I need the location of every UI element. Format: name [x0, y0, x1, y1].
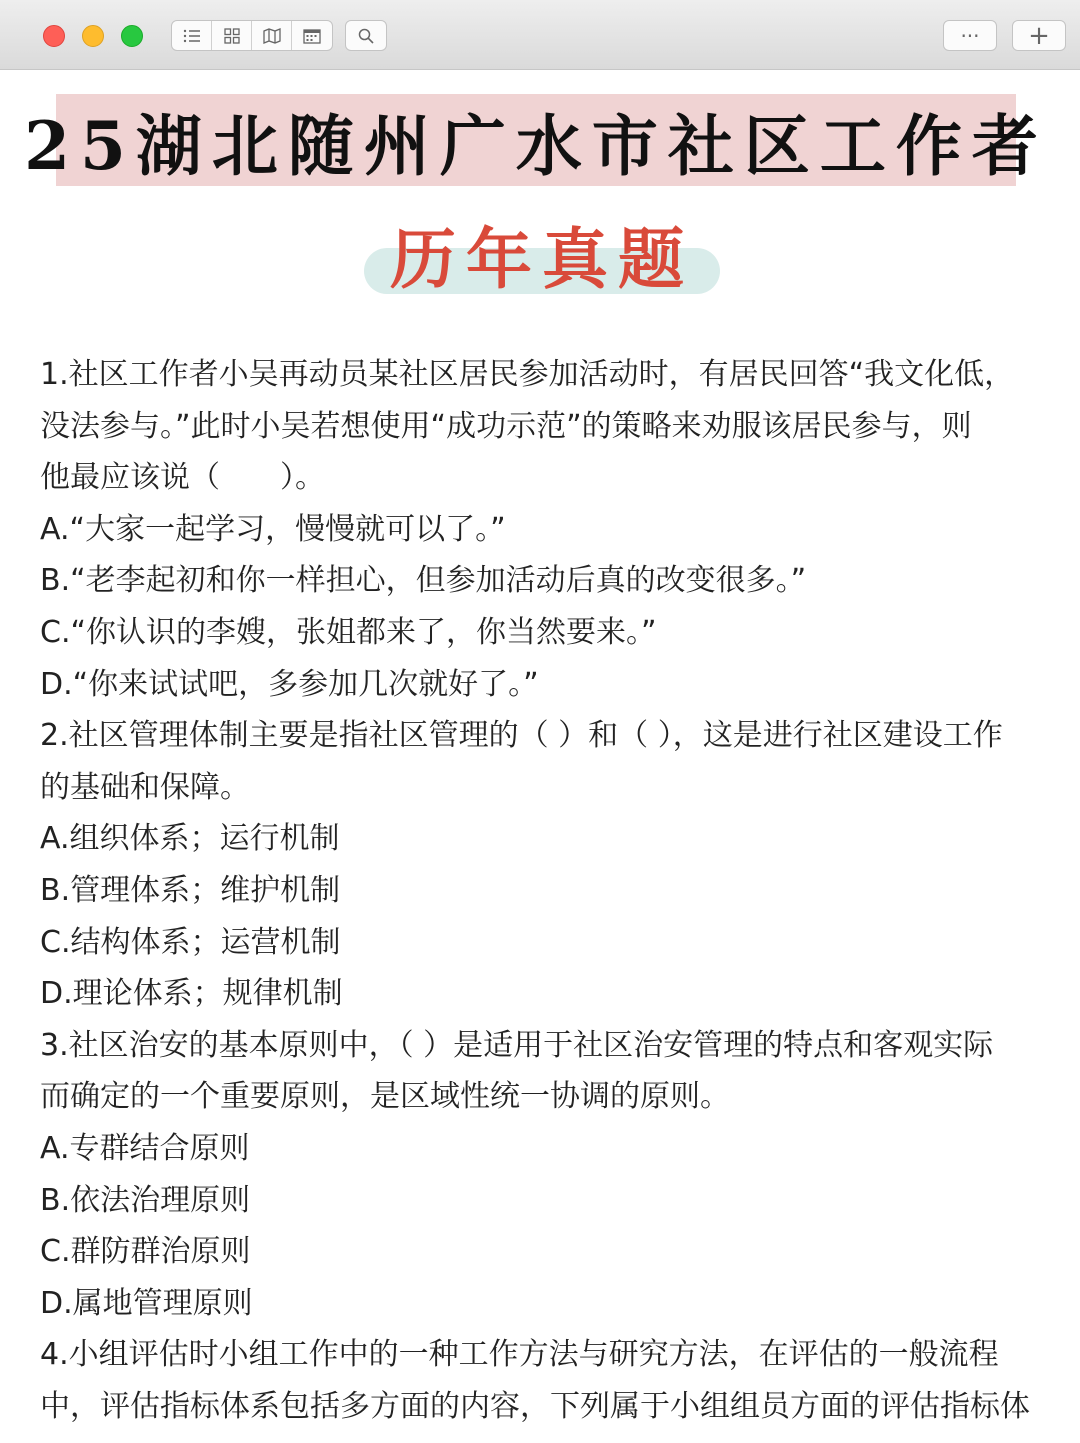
map-icon: [263, 28, 281, 44]
question-text-line: 2.社区管理体制主要是指社区管理的（ ）和（ ），这是进行社区建设工作: [40, 718, 1003, 754]
question-list: [40, 349, 1045, 1432]
question-2: [40, 710, 1045, 1020]
minimize-window-button[interactable]: [82, 25, 104, 47]
option-a: A.“大家一起学习，慢慢就可以了。”: [40, 511, 506, 547]
map-view-button[interactable]: [252, 21, 292, 50]
option-b: B.管理体系；维护机制: [40, 872, 341, 908]
grid-view-button[interactable]: [212, 21, 252, 50]
question-text-line: 4.小组评估时小组工作中的一种工作方法与研究方法，在评估的一般流程: [40, 1337, 999, 1373]
question-4: [40, 1329, 1045, 1432]
option-d: D.属地管理原则: [40, 1285, 253, 1321]
option-c: C.群防群治原则: [40, 1234, 251, 1270]
question-text-line: 1.社区工作者小吴再动员某社区居民参加活动时，有居民回答“我文化低，: [40, 357, 1015, 392]
option-d: D.“你来试试吧，多参加几次就好了。”: [40, 666, 539, 702]
question-text-line: 他最应该说（ ）。: [40, 460, 325, 496]
calendar-view-button[interactable]: [292, 21, 332, 50]
view-mode-segmented-control: [171, 20, 333, 51]
page-title: 25湖北随州广水市社区工作者: [24, 106, 1048, 185]
plus-icon: +: [1028, 20, 1050, 51]
grid-icon: [224, 28, 240, 44]
search-button[interactable]: [345, 20, 387, 51]
option-d: D.理论体系；规律机制: [40, 976, 343, 1012]
list-icon: [183, 29, 201, 43]
title-banner: [24, 94, 1048, 186]
question-text-line: 中，评估指标体系包括多方面的内容，下列属于小组组员方面的评估指标体: [40, 1388, 1030, 1424]
question-text-line: 的基础和保障。: [40, 769, 250, 805]
option-c: C.结构体系；运营机制: [40, 924, 341, 960]
page-subtitle: 历年真题: [390, 220, 694, 298]
window-titlebar: [0, 0, 1080, 70]
search-icon: [358, 28, 374, 44]
question-text-line: 而确定的一个重要原则，是区域性统一协调的原则。: [40, 1079, 730, 1115]
more-icon: ···: [960, 23, 980, 48]
add-button[interactable]: [1012, 20, 1066, 51]
option-a: A.专群结合原则: [40, 1130, 250, 1166]
option-a: A.组织体系；运行机制: [40, 821, 340, 857]
more-options-button[interactable]: [943, 20, 997, 51]
subtitle-badge: [364, 200, 720, 296]
calendar-icon: [303, 28, 321, 44]
question-text-line: 没法参与。”此时小吴若想使用“成功示范”的策略来劝服该居民参与，则: [40, 408, 972, 444]
question-3: [40, 1020, 1045, 1330]
close-window-button[interactable]: [43, 25, 65, 47]
question-1: [40, 349, 1045, 710]
list-view-button[interactable]: [172, 21, 212, 50]
question-text-line: 3.社区治安的基本原则中，（ ）是适用于社区治安管理的特点和客观实际: [40, 1027, 994, 1063]
option-b: B.“老李起初和你一样担心，但参加活动后真的改变很多。”: [40, 563, 807, 599]
option-b: B.依法治理原则: [40, 1182, 251, 1218]
zoom-window-button[interactable]: [121, 25, 143, 47]
option-c: C.“你认识的李嫂，张姐都来了，你当然要来。”: [40, 614, 657, 650]
